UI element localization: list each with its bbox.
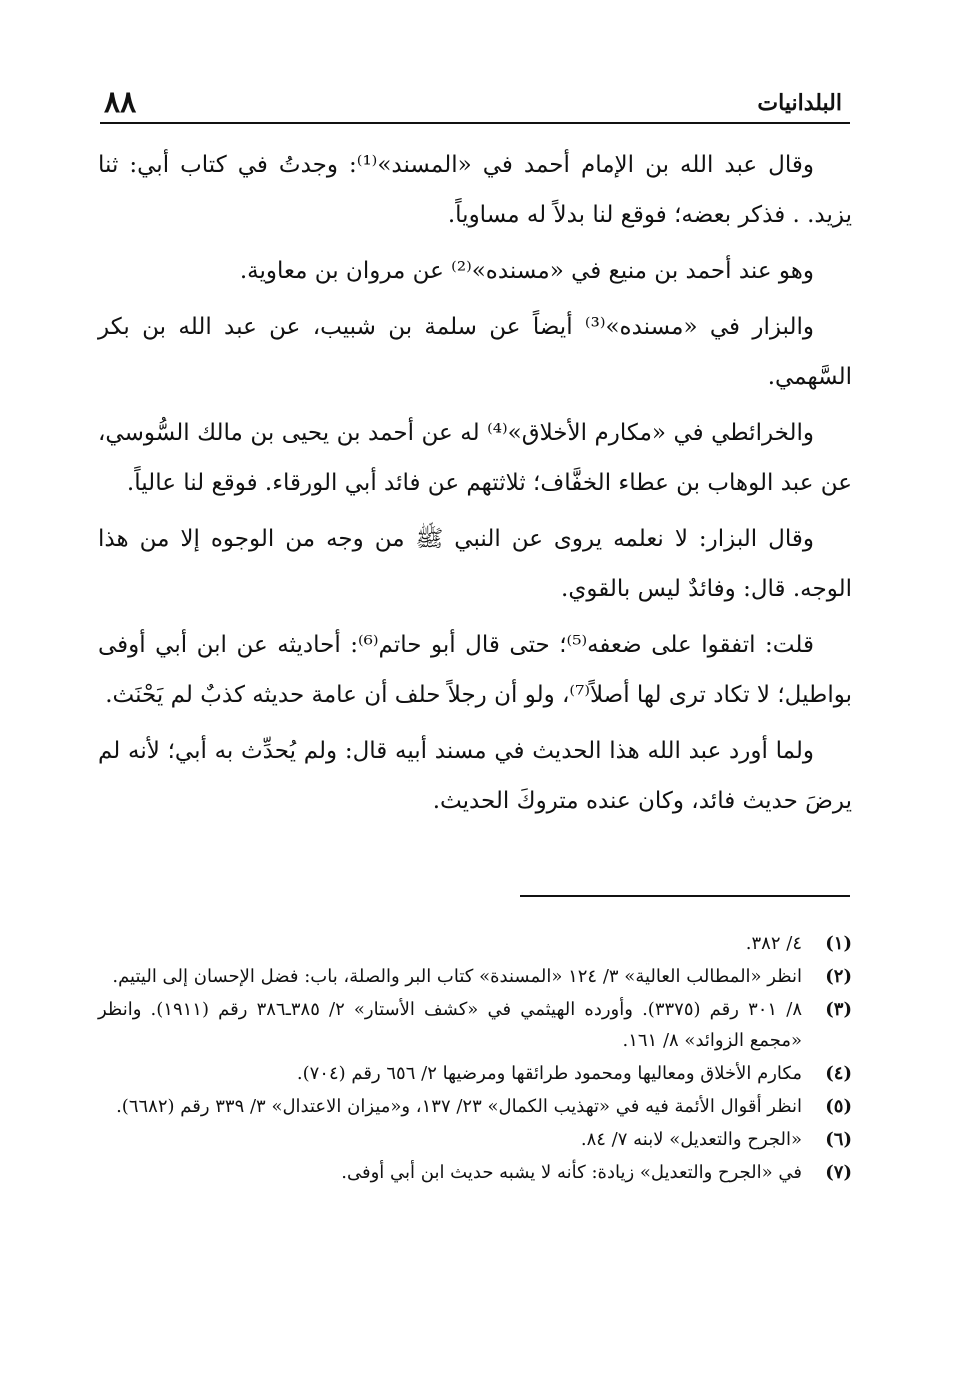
footnote-separator xyxy=(520,895,850,897)
footnote-number: (٢) xyxy=(825,966,852,987)
running-title: البلدانيات xyxy=(757,90,842,116)
paragraph: قلت: اتفقوا على ضعفه⁽⁵⁾؛ حتى قال أبو حاتم⁽⁶⁾: أحاديثه عن ابن أبي أوفى بواطيل؛ لا تكاد ترى لها أصلاً⁽⁷⁾، ولو أن رجلاً حلف أن عامة حديثه كذبٌ لم يَحْنَث. xyxy=(98,632,852,708)
footnote xyxy=(98,1157,852,1188)
paragraph: وقال عبد الله بن الإمام أحمد في «المسند»⁽¹⁾: وجدتُ في كتاب أبي: ثنا يزيد. . فذكر بعضه؛ فوقع لنا بدلاً له مساوياً. xyxy=(98,152,852,228)
footnote xyxy=(98,994,852,1056)
footnote-text: ٤/ ٣٨٢. xyxy=(745,933,802,954)
paragraph: والخرائطي في «مكارم الأخلاق»⁽⁴⁾ له عن أحمد بن يحيى بن مالك السُّوسي، عن عبد الوهاب بن عطاء الخفَّاف؛ ثلاثتهم عن فائد أبي الورقاء. فوقع لنا عالياً. xyxy=(98,420,852,496)
paragraph: ولما أورد عبد الله هذا الحديث في مسند أبيه قال: ولم يُحدِّث به أبي؛ لأنه لم يرضَ حديث فائد، وكان عنده متروكَ الحديث. xyxy=(98,738,852,814)
main-text xyxy=(98,140,852,832)
footnote xyxy=(98,961,852,992)
footnote-number: (٣) xyxy=(825,999,852,1020)
footnote-number: (٤) xyxy=(825,1063,852,1084)
paragraph: والبزار في «مسنده»⁽³⁾ أيضاً عن سلمة بن شبيب، عن عبد الله بن بكر السَّهمي. xyxy=(98,314,852,390)
paragraph: وقال البزار: لا نعلمه يروى عن النبي ﷺ من وجه من الوجوه إلا من هذا الوجه. قال: وفائدٌ ليس بالقوي. xyxy=(98,526,852,602)
footnote-text: انظر أقوال الأئمة فيه في «تهذيب الكمال» ٢٣/ ١٣٧، و«ميزان الاعتدال» ٣/ ٣٣٩ رقم (٦٦٨٢). xyxy=(116,1096,802,1117)
footnote-number: (٧) xyxy=(825,1162,852,1183)
footnote-number: (١) xyxy=(825,933,852,954)
footnotes xyxy=(98,928,852,1190)
footnote-text: ٨/ ٣٠١ رقم (٣٣٧٥). وأورده الهيثمي في «كشف الأستار» ٢/ ٣٨٥ـ٣٨٦ رقم (١٩١١). وانظر «مجمع الزوائد» ٨/ ١٦١. xyxy=(98,999,802,1051)
footnote xyxy=(98,928,852,959)
footnote-text: «الجرح والتعديل» لابنه ٧/ ٨٤. xyxy=(580,1129,802,1150)
footnote-number: (٥) xyxy=(825,1096,852,1117)
footnote xyxy=(98,1058,852,1089)
footnote-number: (٦) xyxy=(825,1129,852,1150)
footnote-text: انظر «المطالب العالية» ٣/ ١٢٤ «المسندة» كتاب البر والصلة، باب: فضل الإحسان إلى اليتيم. xyxy=(112,966,802,987)
footnote-text: مكارم الأخلاق ومعاليها ومحمود طرائقها ومرضيها ٢/ ٦٥٦ رقم (٧٠٤). xyxy=(296,1063,802,1084)
page-header xyxy=(100,80,850,124)
page-number: ٨٨ xyxy=(104,85,137,120)
footnote xyxy=(98,1124,852,1155)
footnote xyxy=(98,1091,852,1122)
footnote-text: في «الجرح والتعديل» زيادة: كأنه لا يشبه حديث ابن أبي أوفى. xyxy=(341,1162,802,1183)
paragraph: وهو عند أحمد بن منيع في «مسنده»⁽²⁾ عن مروان بن معاوية. xyxy=(239,258,814,284)
